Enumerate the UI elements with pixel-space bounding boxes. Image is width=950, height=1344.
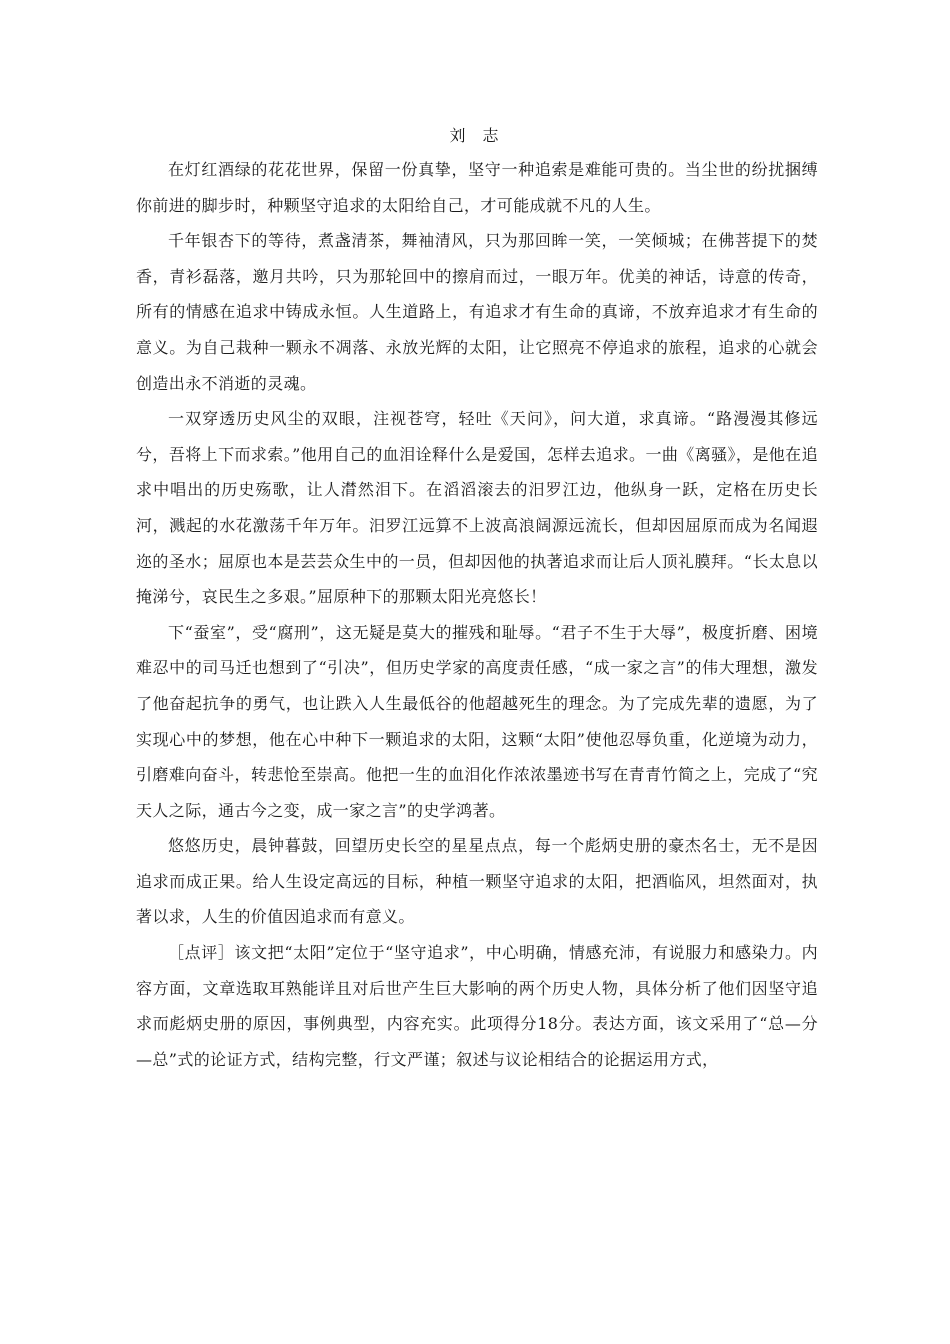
paragraph-conclusion: 悠悠历史，晨钟暮鼓，回望历史长空的星星点点，每一个彪炳史册的豪杰名士，无不是因追求而成正果。给人生设定高远的目标，种植一颗坚守追求的太阳，把酒临风，坦然面对，执著以求，人生的价值因追求而有意义。 [136, 836, 818, 927]
paragraph-sima-qian: 下“蚕室”，受“腐刑”，这无疑是莫大的摧残和耻辱。“君子不生于大辱”，极度折磨、困境难忍中的司马迁也想到了“引决”，但历史学家的高度责任感，“成一家之言”的伟大理想，激发了他奋起抗争的勇气，也让跌入人生最低谷的他超越死生的理念。为了完成先辈的遗愿，为了实现心中的梦想，他在心中种下一颗追求的太阳，这颗“太阳”使他忍辱负重，化逆境为动力，引磨难向奋斗，转悲怆至崇高。他把一生的血泪化作浓浓墨迹书写在青青竹简之上，完成了“究天人之际，通古今之变，成一家之言”的史学鸿著。 [136, 622, 818, 820]
paragraph-qu-yuan: 一双穿透历史风尘的双眼，注视苍穹，轻吐《天问》，问大道，求真谛。“路漫漫其修远兮，吾将上下而求索。”他用自己的血泪诠释什么是爱国，怎样去追求。一曲《离骚》，是他在追求中唱出的历史殇歌，让人潸然泪下。在滔滔滚去的汨罗江边，他纵身一跃，定格在历史长河，溅起的水花激荡千年万年。汨罗江远算不上波高浪阔源远流长，但却因屈原而成为名闻遐迩的圣水；屈原也本是芸芸众生中的一员，但却因他的执著追求而让后人顶礼膜拜。“长太息以掩涕兮，哀民生之多艰。”屈原种下的那颗太阳光亮悠长！ [136, 409, 818, 607]
author-name: 刘 志 [449, 126, 505, 145]
paragraph-intro: 在灯红酒绿的花花世界，保留一份真挚，坚守一种追索是难能可贵的。当尘世的纷扰捆缚你前进的脚步时，种颗坚守追求的太阳给自己，才可能成就不凡的人生。 [136, 160, 818, 215]
paragraph-pursuit-meaning: 千年银杏下的等待，煮盏清茶，舞袖清风，只为那回眸一笑，一笑倾城；在佛菩提下的焚香，青衫磊落，邀月共吟，只为那轮回中的擦肩而过，一眼万年。优美的神话，诗意的传奇，所有的情感在追求中铸成永恒。人生道路上，有追求才有生命的真谛，不放弃追求才有生命的意义。为自己栽种一颗永不凋落、永放光辉的太阳，让它照亮不停追求的旅程，追求的心就会创造出永不消逝的灵魂。 [136, 231, 818, 393]
paragraph-comment: ［点评］该文把“太阳”定位于“坚守追求”，中心明确，情感充沛，有说服力和感染力。内容方面，文章选取耳熟能详且对后世产生巨大影响的两个历史人物，具体分析了他们因坚守追求而彪炳史册的原因，事例典型，内容充实。此项得分18分。表达方面，该文采用了“总—分—总”式的论证方式，结构完整，行文严谨；叙述与议论相结合的论据运用方式， [136, 943, 818, 1069]
document-page [136, 120, 818, 1077]
